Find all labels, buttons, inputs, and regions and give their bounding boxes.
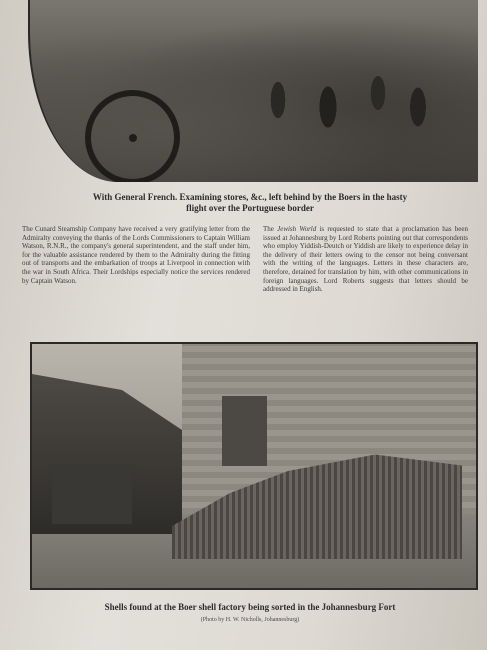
right-column-body: is requested to state that a proclamation has been issued at Johannesburg by Lord Roberts pointing out that correspondents who employ Yiddish-Deutch or Yiddish are likely to experience delay in the delivery of their letters owing to the censor not being conversant with the writing of the languages. Letters in these characters are, therefore, detained for translation by him, with other communications in foreign languages. Lord Roberts suggests that letters should be addressed in English. bbox=[263, 225, 468, 294]
caption-bottom: Shells found at the Boer shell factory being sorted in the Johannesburg Fort bbox=[104, 602, 396, 612]
soldiers-figures bbox=[238, 30, 438, 170]
caption-top-line2: flight over the Portuguese border bbox=[186, 203, 314, 213]
wooden-crate bbox=[52, 464, 132, 524]
caption-top bbox=[40, 192, 460, 214]
photo-shell-factory bbox=[30, 342, 478, 590]
caption-top-line1: With General French. Examining stores, &c., left behind by the Boers in the hasty bbox=[92, 192, 408, 202]
photo-general-french-stores bbox=[28, 0, 478, 182]
cart-wheel bbox=[85, 90, 180, 182]
doorway bbox=[222, 396, 267, 466]
right-column-prefix: The bbox=[263, 225, 274, 233]
photo-credit: (Photo by H. W. Nicholls, Johannesburg) bbox=[200, 617, 300, 623]
left-column-text: The Cunard Steamship Company have received a very gratifying letter from the Admiralty conveying the thanks of the Lords Commissioners to Captain William Watson, R.N.R., the company's general superintendent, and the staff under him, for the valuable assistance rendered by them to the Admiralty during the fitting out of transports and the embarkation of troops at Liverpool in connection with the war in South Africa. Their Lordships especially notice the services rendered by Captain Watson. bbox=[22, 225, 250, 285]
right-column-title: Jewish World bbox=[277, 225, 317, 233]
right-column-text bbox=[263, 225, 468, 294]
